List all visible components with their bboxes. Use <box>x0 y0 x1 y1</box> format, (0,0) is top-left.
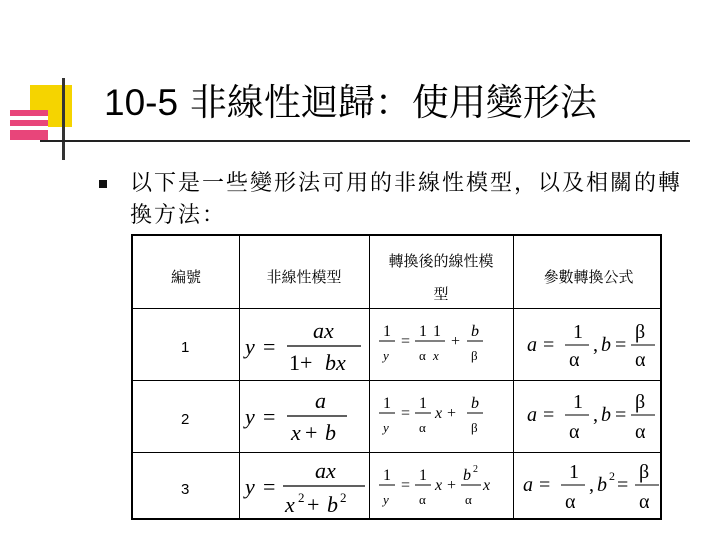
model-formula-2 <box>243 386 367 450</box>
svg-text:1: 1 <box>383 467 391 484</box>
svg-text:=: = <box>543 404 555 426</box>
svg-text:b: b <box>601 334 611 356</box>
svg-text:α: α <box>639 491 650 513</box>
svg-text:β: β <box>471 420 478 435</box>
header-model: 非線性模型 <box>266 268 342 286</box>
svg-text:α: α <box>569 421 580 443</box>
title-number: 10-5 <box>104 82 179 123</box>
param-formula-1 <box>521 318 661 376</box>
svg-text:ax: ax <box>315 458 336 483</box>
svg-text:1: 1 <box>569 461 579 483</box>
svg-text:y: y <box>245 404 255 429</box>
svg-text:1: 1 <box>573 321 583 343</box>
svg-text:b: b <box>471 323 479 340</box>
svg-text:β: β <box>639 461 650 483</box>
svg-text:=: = <box>401 477 411 494</box>
header-linear <box>369 250 513 304</box>
decor-stripe <box>10 116 48 120</box>
svg-text:,: , <box>593 404 598 426</box>
svg-text:=: = <box>615 404 627 426</box>
header-id: 編號 <box>170 268 201 286</box>
linear-formula-3 <box>375 458 509 520</box>
svg-text:2: 2 <box>340 490 347 505</box>
table-row-divider <box>133 380 660 381</box>
header-linear-line1: 轉換後的線性模 <box>388 252 494 270</box>
svg-text:b: b <box>597 474 607 496</box>
svg-text:x: x <box>483 477 491 494</box>
svg-text:,: , <box>593 334 598 356</box>
svg-text:=: = <box>263 474 276 499</box>
svg-text:ax: ax <box>313 318 334 343</box>
svg-text:1: 1 <box>433 323 441 340</box>
svg-text:a: a <box>523 474 533 496</box>
svg-text:=: = <box>401 333 411 350</box>
model-formula-1 <box>243 314 367 378</box>
svg-text:b: b <box>325 420 336 445</box>
svg-text:+: + <box>451 333 461 350</box>
table-row-divider <box>133 308 660 309</box>
svg-text:+: + <box>447 405 457 422</box>
body-paragraph: 以下是一些變形法可用的非線性模型，以及相關的轉換方法： <box>130 171 683 228</box>
bullet-icon <box>99 180 107 188</box>
svg-text:a: a <box>315 388 326 413</box>
svg-text:b: b <box>601 404 611 426</box>
linear-formula-1 <box>375 314 509 378</box>
svg-text:β: β <box>471 348 478 363</box>
decor-stripe <box>10 126 48 130</box>
svg-text:=: = <box>401 405 411 422</box>
page-title <box>104 78 597 128</box>
svg-text:x: x <box>433 348 439 363</box>
svg-text:,: , <box>589 474 594 496</box>
svg-text:b: b <box>327 492 338 517</box>
svg-text:α: α <box>419 420 426 435</box>
svg-text:2: 2 <box>298 490 305 505</box>
svg-text:a: a <box>527 334 537 356</box>
row-number: 2 <box>181 411 190 428</box>
svg-text:1: 1 <box>383 323 391 340</box>
svg-text:+: + <box>447 477 457 494</box>
svg-text:β: β <box>635 321 646 343</box>
svg-text:a: a <box>527 404 537 426</box>
model-table <box>131 234 662 520</box>
svg-text:α: α <box>635 349 646 371</box>
param-formula-2 <box>521 388 661 448</box>
svg-text:x: x <box>435 405 443 422</box>
header-params: 參數轉換公式 <box>543 268 634 286</box>
header-linear-line2: 型 <box>433 285 449 303</box>
table-row-divider <box>133 452 660 453</box>
svg-text:α: α <box>419 492 426 507</box>
svg-text:1: 1 <box>419 323 427 340</box>
svg-text:x: x <box>435 477 443 494</box>
svg-text:α: α <box>465 492 472 507</box>
svg-text:y: y <box>245 474 255 499</box>
svg-text:=: = <box>263 334 276 359</box>
svg-text:=: = <box>615 334 627 356</box>
row-number: 3 <box>181 481 190 498</box>
svg-text:x: x <box>285 492 295 517</box>
svg-text:α: α <box>565 491 576 513</box>
svg-text:β: β <box>635 391 646 413</box>
svg-text:=: = <box>539 474 551 496</box>
svg-text:α: α <box>569 349 580 371</box>
title-underline <box>40 140 690 142</box>
param-formula-3 <box>521 458 661 518</box>
svg-text:b: b <box>463 467 471 484</box>
svg-text:+: + <box>305 420 318 445</box>
svg-text:y: y <box>245 334 255 359</box>
decor-vertical-line <box>62 78 65 160</box>
svg-text:1: 1 <box>419 395 427 412</box>
row-number: 1 <box>181 339 190 356</box>
svg-text:1: 1 <box>573 391 583 413</box>
svg-text:b: b <box>471 395 479 412</box>
linear-formula-2 <box>375 386 509 450</box>
svg-text:1+: 1+ <box>289 350 313 375</box>
svg-text:y: y <box>383 492 389 507</box>
model-formula-3 <box>243 456 367 520</box>
svg-text:α: α <box>635 421 646 443</box>
decor-pink-square <box>10 110 48 140</box>
title-text: 非線性迴歸：使用變形法 <box>189 81 597 124</box>
svg-text:y: y <box>383 348 389 363</box>
svg-text:α: α <box>419 348 426 363</box>
svg-text:2: 2 <box>473 464 478 475</box>
svg-text:+: + <box>307 492 320 517</box>
svg-text:=: = <box>263 404 276 429</box>
svg-text:=: = <box>617 474 629 496</box>
svg-text:1: 1 <box>383 395 391 412</box>
svg-text:x: x <box>291 420 301 445</box>
svg-text:y: y <box>383 420 389 435</box>
svg-text:2: 2 <box>609 469 615 483</box>
svg-text:=: = <box>543 334 555 356</box>
svg-text:1: 1 <box>419 467 427 484</box>
svg-text:bx: bx <box>325 350 346 375</box>
